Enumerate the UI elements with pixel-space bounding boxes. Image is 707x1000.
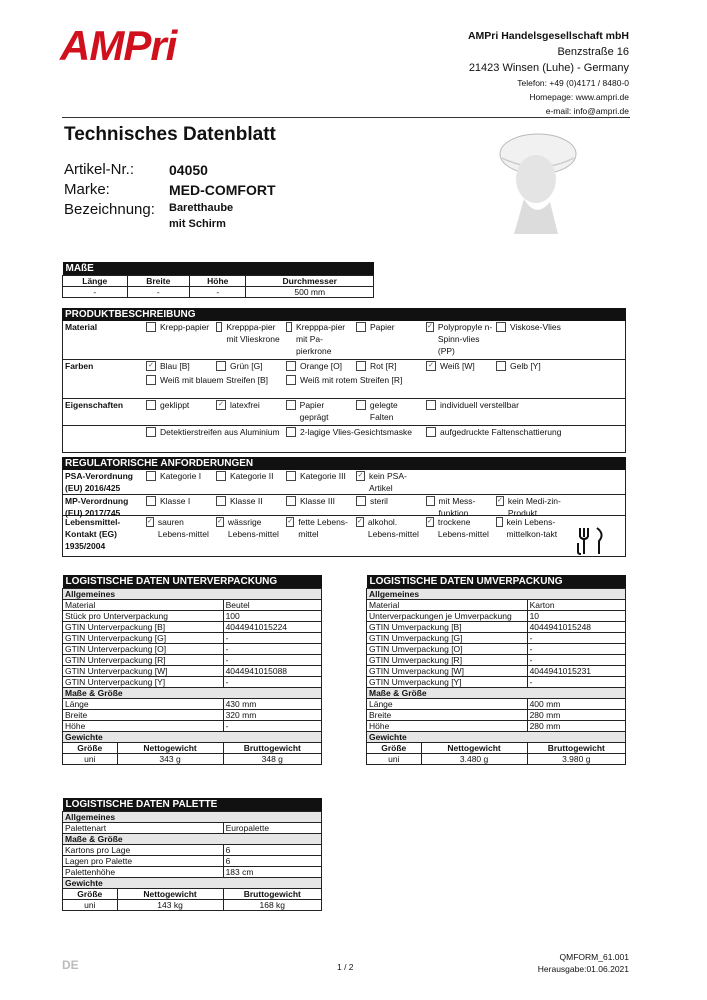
table-row bbox=[367, 644, 626, 655]
company-homepage[interactable]: Homepage: www.ampri.de bbox=[529, 92, 629, 102]
row-key: Länge bbox=[63, 699, 224, 710]
row-value: 183 cm bbox=[223, 867, 321, 878]
option-cell bbox=[283, 360, 353, 374]
row-label: MP-Verordnung (EU) 2017/745 bbox=[65, 496, 129, 518]
table-row bbox=[63, 677, 322, 688]
table-row bbox=[367, 633, 626, 644]
checkbox[interactable]: ✓ bbox=[497, 497, 503, 504]
header-divider bbox=[62, 117, 630, 118]
option-label: Klasse III bbox=[300, 496, 335, 506]
row-value: 4044941015224 bbox=[223, 622, 321, 633]
option-label: Papier geprägt bbox=[299, 400, 329, 422]
row-value: - bbox=[527, 644, 625, 655]
checkbox[interactable] bbox=[216, 471, 226, 481]
language-code: DE bbox=[62, 958, 79, 972]
masse-header: Länge bbox=[63, 276, 128, 287]
table-row bbox=[367, 699, 626, 710]
row-key: GTIN Unterverpackung [O] bbox=[63, 644, 224, 655]
table-row bbox=[367, 666, 626, 677]
table-row bbox=[63, 666, 322, 677]
table-row bbox=[367, 677, 626, 688]
checkbox[interactable] bbox=[426, 400, 436, 410]
option-label: Weiß [W] bbox=[440, 361, 475, 371]
checkbox[interactable] bbox=[286, 496, 296, 506]
row-key: Palettenart bbox=[63, 823, 224, 834]
weight-header: Größe bbox=[63, 743, 118, 754]
checkbox[interactable]: ✓ bbox=[287, 518, 294, 525]
checkbox[interactable] bbox=[146, 322, 156, 332]
table-row bbox=[63, 699, 322, 710]
weight-value: 3.480 g bbox=[421, 754, 527, 765]
bezeichnung-label: Bezeichnung: bbox=[64, 201, 155, 218]
checkbox[interactable] bbox=[146, 427, 156, 437]
row-value: 10 bbox=[527, 611, 625, 622]
row-key: Stück pro Unterverpackung bbox=[63, 611, 224, 622]
option-label: Detektierstreifen aus Aluminium bbox=[160, 427, 280, 437]
table-row bbox=[367, 611, 626, 622]
logi-subhead: Maße & Größe bbox=[63, 834, 322, 845]
row-key: Höhe bbox=[63, 721, 224, 732]
checkbox[interactable]: ✓ bbox=[357, 472, 364, 479]
option-label: geklippt bbox=[160, 400, 190, 410]
table-row bbox=[367, 655, 626, 666]
option-cell bbox=[143, 495, 213, 515]
checkbox[interactable] bbox=[426, 496, 435, 506]
option-cell bbox=[213, 495, 283, 515]
table-row bbox=[63, 721, 322, 732]
checkbox[interactable] bbox=[286, 322, 292, 332]
option-label: 2-lagige Vlies-Gesichtsmaske bbox=[300, 427, 412, 437]
masse-table bbox=[62, 262, 374, 298]
option-cell bbox=[493, 495, 563, 518]
palette-table bbox=[62, 798, 322, 911]
row-key: Breite bbox=[63, 710, 224, 721]
row-label: Lebensmittel-Kontakt (EG) 1935/2004 bbox=[65, 517, 121, 551]
row-key: GTIN Unterverpackung [B] bbox=[63, 622, 224, 633]
company-phone: Telefon: +49 (0)4171 / 8480-0 bbox=[517, 78, 629, 88]
option-cell bbox=[493, 516, 563, 556]
row-value: - bbox=[223, 644, 321, 655]
checkbox[interactable]: ✓ bbox=[216, 400, 226, 410]
row-value: - bbox=[527, 677, 625, 688]
row-key: GTIN Umverpackung [Y] bbox=[367, 677, 528, 688]
regul-section bbox=[62, 457, 626, 557]
option-label: Krepppa-pier mit Vlieskrone bbox=[226, 322, 280, 344]
option-cell bbox=[353, 321, 423, 359]
company-street: Benzstraße 16 bbox=[557, 46, 629, 58]
row-value: - bbox=[527, 633, 625, 644]
option-cell bbox=[143, 470, 213, 494]
row-key: Kartons pro Lage bbox=[63, 845, 224, 856]
checkbox[interactable] bbox=[356, 361, 366, 371]
table-row bbox=[63, 611, 322, 622]
checkbox[interactable]: ✓ bbox=[427, 518, 433, 525]
row-key: Breite bbox=[367, 710, 528, 721]
option-label: Kategorie II bbox=[230, 471, 274, 481]
table-row bbox=[63, 622, 322, 633]
logi-subhead: Allgemeines bbox=[367, 589, 626, 600]
option-cell bbox=[213, 470, 283, 494]
option-cell bbox=[423, 321, 493, 359]
table-row bbox=[63, 644, 322, 655]
row-value: 6 bbox=[223, 856, 321, 867]
table-row bbox=[63, 600, 322, 611]
checkbox[interactable] bbox=[146, 496, 156, 506]
option-label: trockene Lebens-mittel bbox=[437, 517, 489, 539]
row-key: Länge bbox=[367, 699, 528, 710]
option-cell bbox=[353, 495, 423, 515]
checkbox[interactable]: ✓ bbox=[357, 518, 363, 525]
row-key: GTIN Umverpackung [O] bbox=[367, 644, 528, 655]
checkbox[interactable] bbox=[356, 322, 366, 332]
table-row bbox=[367, 710, 626, 721]
option-cell bbox=[283, 399, 353, 425]
weight-value: 143 kg bbox=[117, 900, 223, 911]
logi-subhead: Gewichte bbox=[63, 878, 322, 889]
row-value: Beutel bbox=[223, 600, 321, 611]
row-value: - bbox=[223, 721, 321, 732]
table-row bbox=[367, 600, 626, 611]
row-key: GTIN Umverpackung [B] bbox=[367, 622, 528, 633]
row-label bbox=[63, 426, 143, 452]
checkbox[interactable] bbox=[496, 361, 506, 371]
option-label: kein Medi-zin-Produkt bbox=[507, 496, 561, 518]
option-label: Weiß mit rotem Streifen [R] bbox=[300, 375, 403, 385]
um-table bbox=[366, 575, 626, 765]
logi-title: LOGISTISCHE DATEN UMVERPACKUNG bbox=[367, 575, 626, 589]
table-row bbox=[63, 710, 322, 721]
option-cell bbox=[423, 495, 493, 518]
checkbox[interactable]: ✓ bbox=[427, 323, 433, 330]
option-cell bbox=[353, 360, 423, 374]
checkbox[interactable] bbox=[146, 471, 156, 481]
option-cell bbox=[423, 399, 563, 425]
marke-label: Marke: bbox=[64, 181, 110, 198]
weight-value: 168 kg bbox=[223, 900, 321, 911]
weight-value: 343 g bbox=[117, 754, 223, 765]
row-value: Karton bbox=[527, 600, 625, 611]
row-value: 100 bbox=[223, 611, 321, 622]
option-label: Kategorie III bbox=[300, 471, 346, 481]
checkbox[interactable] bbox=[496, 517, 503, 527]
row-key: Material bbox=[63, 600, 224, 611]
row-value: - bbox=[223, 633, 321, 644]
artikel-value: 04050 bbox=[169, 162, 208, 178]
table-row bbox=[367, 622, 626, 633]
logi-title: LOGISTISCHE DATEN UNTERVERPACKUNG bbox=[63, 575, 322, 589]
checkbox[interactable] bbox=[286, 471, 296, 481]
option-label: Klasse II bbox=[230, 496, 263, 506]
option-cell bbox=[143, 426, 283, 452]
option-cell bbox=[283, 426, 423, 452]
option-cell bbox=[353, 470, 423, 494]
checkbox[interactable] bbox=[286, 427, 296, 437]
checkbox[interactable]: ✓ bbox=[217, 518, 223, 525]
row-label: PSA-Verordnung (EU) 2016/425 bbox=[65, 471, 134, 493]
row-value: 4044941015231 bbox=[527, 666, 625, 677]
option-label: Gelb [Y] bbox=[510, 361, 541, 371]
option-cell bbox=[423, 360, 493, 374]
option-label: Polypropyle n-Spinn-vlies (PP) bbox=[437, 322, 493, 356]
weight-value: 3.980 g bbox=[527, 754, 625, 765]
checkbox[interactable] bbox=[356, 496, 366, 506]
row-key: GTIN Umverpackung [R] bbox=[367, 655, 528, 666]
row-label: Eigenschaften bbox=[65, 400, 124, 410]
company-email[interactable]: e-mail: info@ampri.de bbox=[545, 106, 629, 116]
row-label bbox=[63, 374, 143, 388]
row-key: GTIN Unterverpackung [G] bbox=[63, 633, 224, 644]
option-cell bbox=[423, 516, 493, 556]
row-label: Material bbox=[65, 322, 98, 332]
row-key: GTIN Unterverpackung [R] bbox=[63, 655, 224, 666]
option-label: aufgedruckte Faltenschattierung bbox=[440, 427, 562, 437]
option-cell bbox=[143, 321, 213, 359]
option-cell bbox=[283, 516, 353, 556]
option-cell bbox=[283, 321, 353, 359]
option-label: gelegte Falten bbox=[369, 400, 398, 422]
checkbox[interactable] bbox=[286, 375, 296, 385]
checkbox[interactable] bbox=[286, 400, 296, 410]
company-city: 21423 Winsen (Luhe) - Germany bbox=[468, 62, 629, 74]
option-label: Viskose-Vlies bbox=[510, 322, 561, 332]
weight-header: Nettogewicht bbox=[117, 889, 223, 900]
logi-subhead: Gewichte bbox=[367, 732, 626, 743]
row-key: GTIN Unterverpackung [Y] bbox=[63, 677, 224, 688]
article-meta bbox=[64, 160, 276, 232]
option-label: kein PSA-Artikel bbox=[369, 471, 407, 493]
option-cell bbox=[283, 374, 423, 388]
checkbox[interactable]: ✓ bbox=[426, 361, 436, 371]
table-row bbox=[367, 721, 626, 732]
option-label: wässrige Lebens-mittel bbox=[227, 517, 279, 539]
weight-header: Nettogewicht bbox=[421, 743, 527, 754]
row-value: Europalette bbox=[223, 823, 321, 834]
row-key: Höhe bbox=[367, 721, 528, 732]
masse-value: 500 mm bbox=[246, 287, 374, 298]
checkbox[interactable] bbox=[356, 400, 366, 410]
option-cell bbox=[283, 470, 353, 494]
row-value: 430 mm bbox=[223, 699, 321, 710]
option-label: Kategorie I bbox=[160, 471, 202, 481]
option-cell bbox=[143, 374, 283, 388]
option-cell bbox=[143, 516, 213, 556]
artikel-label: Artikel-Nr.: bbox=[64, 161, 135, 178]
checkbox[interactable] bbox=[426, 427, 436, 437]
row-label: Farben bbox=[65, 361, 94, 371]
checkbox[interactable] bbox=[216, 496, 226, 506]
option-label: Krepppa-pier mit Pa-pierkrone bbox=[296, 322, 346, 356]
row-value: 4044941015248 bbox=[527, 622, 625, 633]
row-value: 320 mm bbox=[223, 710, 321, 721]
regul-title: REGULATORISCHE ANFORDERUNGEN bbox=[62, 457, 626, 470]
row-value: 6 bbox=[223, 845, 321, 856]
option-cell bbox=[143, 360, 213, 374]
company-address bbox=[468, 28, 629, 118]
option-label: Papier bbox=[370, 322, 395, 332]
option-label: sauren Lebens-mittel bbox=[157, 517, 209, 539]
option-label: Rot [R] bbox=[370, 361, 397, 371]
table-row bbox=[63, 633, 322, 644]
option-cell bbox=[493, 321, 563, 359]
option-label: fette Lebens-mittel bbox=[298, 517, 348, 539]
option-cell bbox=[493, 360, 563, 374]
row-key: Material bbox=[367, 600, 528, 611]
row-value: - bbox=[223, 677, 321, 688]
option-label: mit Mess-funktion bbox=[438, 496, 476, 518]
logi-subhead: Allgemeines bbox=[63, 589, 322, 600]
option-label: Blau [B] bbox=[160, 361, 190, 371]
option-cell bbox=[423, 426, 563, 452]
weight-header: Bruttogewicht bbox=[527, 743, 625, 754]
product-image bbox=[488, 124, 588, 244]
checkbox[interactable]: ✓ bbox=[147, 518, 153, 525]
form-id: QMFORM_61.001 bbox=[559, 952, 629, 962]
table-row bbox=[63, 823, 322, 834]
masse-value: - bbox=[63, 287, 128, 298]
option-label: Klasse I bbox=[160, 496, 191, 506]
weight-header: Größe bbox=[367, 743, 422, 754]
row-key: GTIN Unterverpackung [W] bbox=[63, 666, 224, 677]
logi-subhead: Allgemeines bbox=[63, 812, 322, 823]
masse-value: - bbox=[190, 287, 246, 298]
option-label: alkohol. Lebens-mittel bbox=[367, 517, 419, 539]
food-safe-icon bbox=[575, 524, 609, 558]
row-value: 280 mm bbox=[527, 721, 625, 732]
row-key: GTIN Umverpackung [W] bbox=[367, 666, 528, 677]
weight-header: Bruttogewicht bbox=[223, 889, 321, 900]
option-label: steril bbox=[370, 496, 388, 506]
issue-date: Herausgabe:01.06.2021 bbox=[537, 964, 629, 974]
option-cell bbox=[283, 495, 353, 515]
masse-header: Breite bbox=[127, 276, 190, 287]
checkbox[interactable] bbox=[216, 361, 226, 371]
row-value: - bbox=[223, 655, 321, 666]
option-cell bbox=[353, 399, 423, 425]
checkbox[interactable] bbox=[146, 375, 156, 385]
table-row bbox=[63, 867, 322, 878]
option-cell bbox=[213, 321, 283, 359]
weight-header: Größe bbox=[63, 889, 118, 900]
checkbox[interactable] bbox=[216, 322, 222, 332]
checkbox[interactable]: ✓ bbox=[146, 361, 156, 371]
weight-header: Bruttogewicht bbox=[223, 743, 321, 754]
logi-subhead: Maße & Größe bbox=[367, 688, 626, 699]
weight-value: 348 g bbox=[223, 754, 321, 765]
option-label: kein Lebens-mittelkon-takt bbox=[506, 517, 558, 539]
bezeichnung-value: Baretthaube mit Schirm bbox=[169, 202, 234, 230]
logi-subhead: Gewichte bbox=[63, 732, 322, 743]
marke-value: MED-COMFORT bbox=[169, 182, 276, 198]
option-label: individuell verstellbar bbox=[440, 400, 519, 410]
row-value: 280 mm bbox=[527, 710, 625, 721]
masse-value: - bbox=[127, 287, 190, 298]
unter-table bbox=[62, 575, 322, 765]
page-title: Technisches Datenblatt bbox=[64, 124, 276, 145]
checkbox[interactable] bbox=[496, 322, 506, 332]
produkt-section bbox=[62, 308, 626, 453]
logi-title: LOGISTISCHE DATEN PALETTE bbox=[63, 798, 322, 812]
row-value: 400 mm bbox=[527, 699, 625, 710]
weight-header: Nettogewicht bbox=[117, 743, 223, 754]
table-row bbox=[63, 845, 322, 856]
option-label: Grün [G] bbox=[230, 361, 263, 371]
row-key: Unterverpackungen je Umverpackung bbox=[367, 611, 528, 622]
row-value: - bbox=[527, 655, 625, 666]
row-value: 4044941015088 bbox=[223, 666, 321, 677]
option-label: Weiß mit blauem Streifen [B] bbox=[160, 375, 269, 385]
page-number: 1 / 2 bbox=[337, 962, 354, 972]
checkbox[interactable] bbox=[146, 400, 156, 410]
masse-title: MAßE bbox=[63, 262, 374, 276]
masse-header: Durchmesser bbox=[246, 276, 374, 287]
option-cell bbox=[213, 399, 283, 425]
produkt-title: PRODUKTBESCHREIBUNG bbox=[62, 308, 626, 321]
table-row bbox=[63, 655, 322, 666]
option-cell bbox=[353, 516, 423, 556]
option-cell bbox=[143, 399, 213, 425]
table-row bbox=[63, 856, 322, 867]
weight-value: uni bbox=[63, 900, 118, 911]
row-key: Lagen pro Palette bbox=[63, 856, 224, 867]
option-label: Krepp-papier bbox=[160, 322, 210, 332]
logi-subhead: Maße & Größe bbox=[63, 688, 322, 699]
option-label: Orange [O] bbox=[300, 361, 343, 371]
company-name: AMPri Handelsgesellschaft mbH bbox=[467, 30, 629, 42]
checkbox[interactable] bbox=[286, 361, 296, 371]
option-cell bbox=[213, 516, 283, 556]
masse-header: Höhe bbox=[190, 276, 246, 287]
form-info bbox=[538, 951, 629, 975]
weight-value: uni bbox=[63, 754, 118, 765]
option-label: latexfrei bbox=[230, 400, 260, 410]
weight-value: uni bbox=[367, 754, 422, 765]
row-key: GTIN Umverpackung [G] bbox=[367, 633, 528, 644]
option-cell bbox=[213, 360, 283, 374]
row-key: Palettenhöhe bbox=[63, 867, 224, 878]
company-logo: AMPri bbox=[60, 22, 177, 69]
